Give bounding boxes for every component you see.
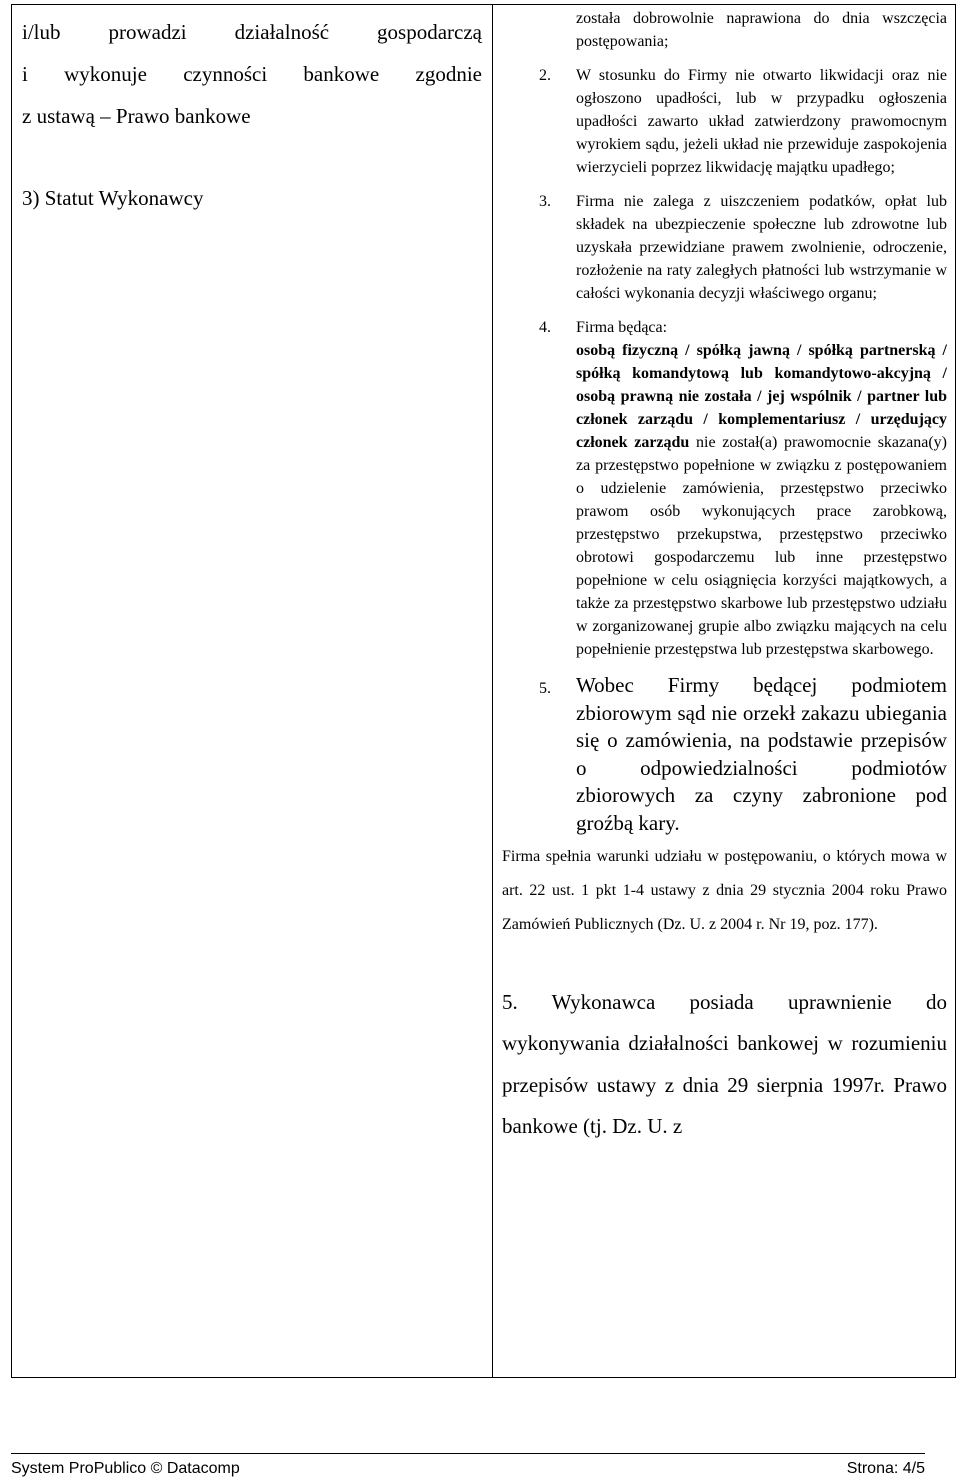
item-lead: Firma będąca: [576, 319, 668, 336]
item-text: nie został(a) prawomocnie skazana(y) za przestępstwo popełnione w związku z postępowaniem o udzielenie zamówienia, przestępstwo przeciwko prawom osób wykonujących prace zarobkową, przestępstwo przekupstwa, przestępstwo przeciwko obrotowi gospodarczemu lub inne przestępstwo popełnione w celu osiągnięcia korzyści majątkowych, a także za przestępstwo skarbowe lub przestępstwo udziału w zorganizowanej grupie albo związku mających na celu popełnienie przestępstwa lub przestępstwa skarbowego. [576, 434, 947, 658]
right-column [502, 5, 947, 1148]
item-number: 4. [539, 319, 551, 336]
list-item-5 [502, 672, 947, 838]
footer-page-number: Strona: 4/5 [846, 1460, 925, 1477]
list-item-2 [502, 64, 947, 179]
left-line-2: i wykonuje czynności bankowe zgodnie [22, 62, 482, 86]
left-line-1: i/lub prowadzi działalność gospodarczą [22, 20, 482, 44]
item-text: Wobec Firmy będącej podmiotem zbiorowym sąd nie orzekł zakazu ubiegania się o zamówienia, na podstawie przepisów o odpowiedzialności podmiotów zbiorowych za czyny zabronione pod groźbą kary. [576, 673, 947, 835]
left-line-3: z ustawą – Prawo bankowe [22, 104, 251, 128]
footer-divider [11, 1453, 925, 1454]
item-number: 5. [539, 680, 551, 697]
column-divider [492, 5, 493, 1377]
list-item-4 [502, 316, 947, 661]
final-paragraph: 5. Wykonawca posiada uprawnienie do wykonywania działalności bankowej w rozumieniu przepisów ustawy z dnia 29 sierpnia 1997r. Prawo bankowe (tj. Dz. U. z [502, 989, 947, 1139]
intro-text: została dobrowolnie naprawiona do dnia wszczęcia postępowania; [576, 10, 947, 50]
item-text: Firma nie zalega z uiszczeniem podatków, opłat lub składek na ubezpieczenie społeczne lub zdrowotne lub uzyskała przewidziane prawem zwolnienie, odroczenie, rozłożenie na raty zaległych płatności lub wstrzymanie w całości wykonania decyzji właściwego organu; [576, 193, 947, 302]
item-bold-text: osobą fizyczną / spółką jawną / spółką partnerską / spółką komandytową lub komandytowo-akcyjną / osobą prawną nie została / jej wspólnik / partner lub członek zarządu / komplementariusz / urzędujący członek zarządu [576, 342, 947, 451]
list-item-3 [502, 190, 947, 305]
summary-text: Firma spełnia warunki udziału w postępowaniu, o których mowa w art. 22 ust. 1 pkt 1-4 ustawy z dnia 29 stycznia 2004 roku Prawo Zamówień Publicznych (Dz. U. z 2004 r. Nr 19, poz. 177). [502, 847, 947, 933]
item-number: 2. [539, 67, 551, 84]
footer-system-name: System ProPublico © Datacomp [11, 1460, 240, 1477]
item-text: W stosunku do Firmy nie otwarto likwidacji oraz nie ogłoszono upadłości, lub w przypadku ogłoszenia upadłości zawarto układ zatwierdzony prawomocnym wyrokiem sądu, jeżeli układ nie przewiduje zaspokojenia wierzycieli poprzez likwidację majątku upadłego; [576, 67, 947, 176]
content-table [11, 4, 956, 1378]
item-number: 3. [539, 193, 551, 210]
left-item-3: 3) Statut Wykonawcy [22, 186, 204, 210]
left-column [22, 11, 482, 219]
